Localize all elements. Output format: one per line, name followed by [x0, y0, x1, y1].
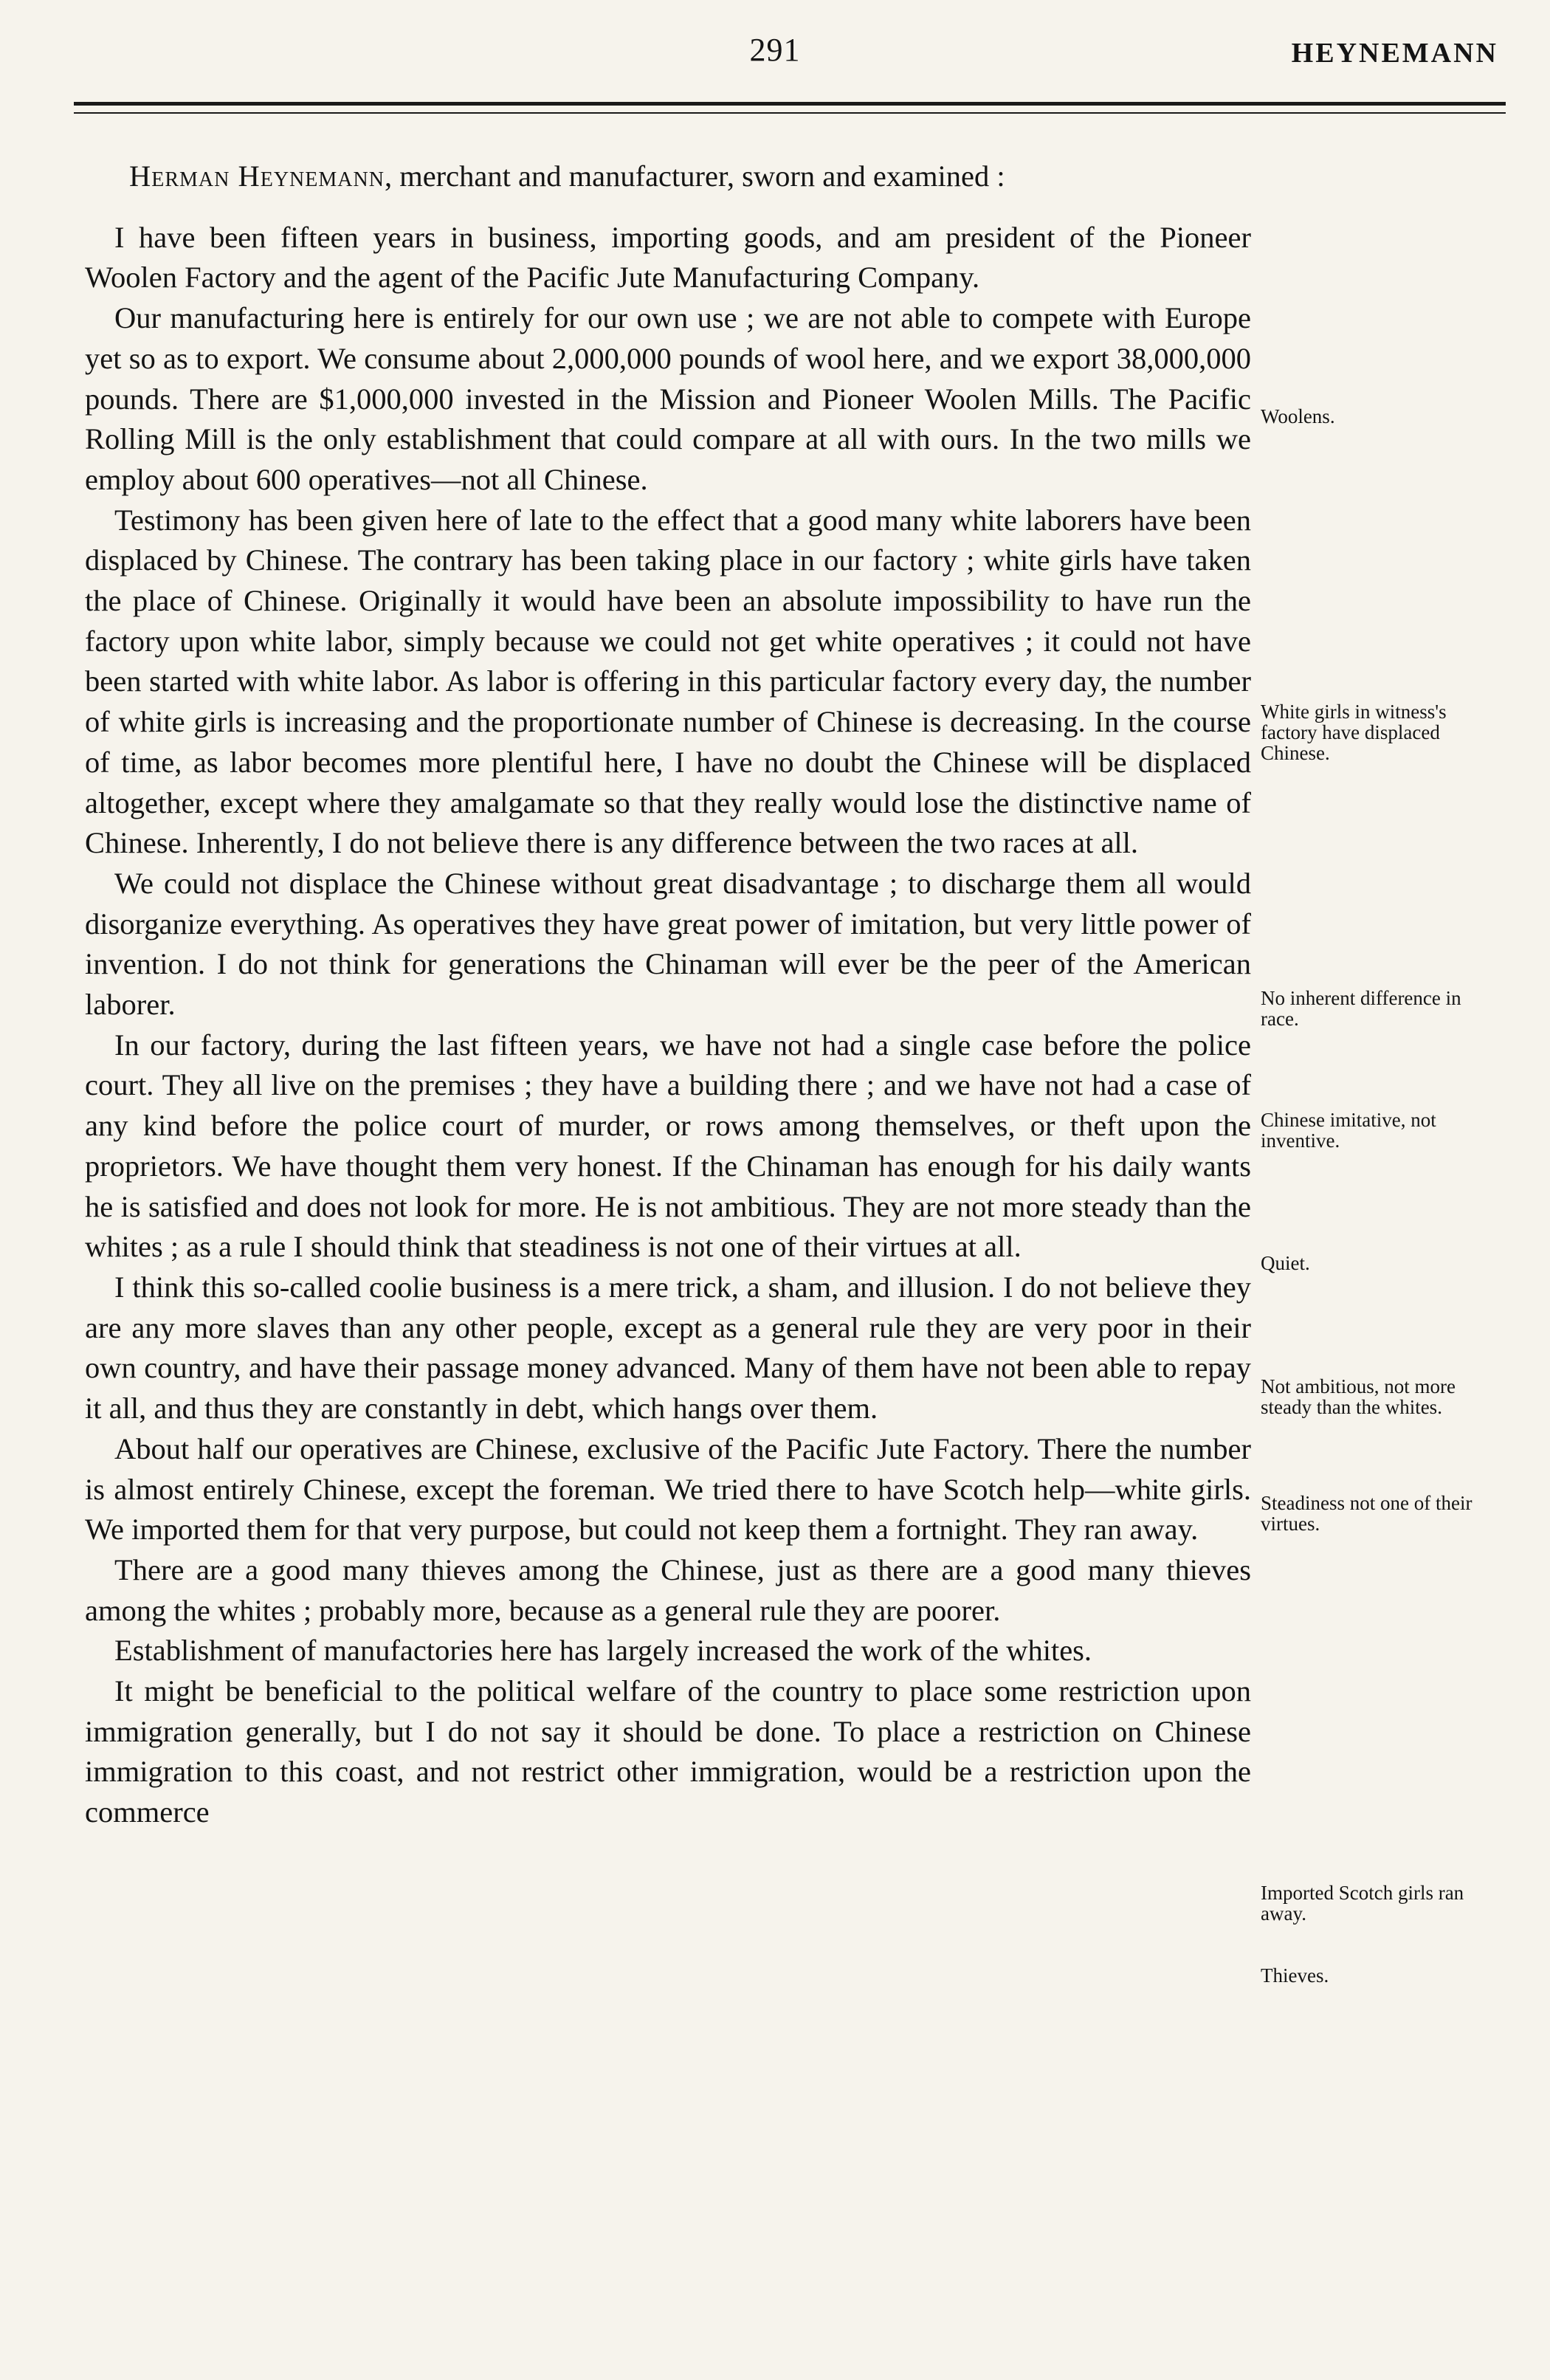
margin-note-quiet: Quiet.: [1261, 1252, 1310, 1274]
intro-gap: [85, 197, 1251, 218]
paragraph-1: I have been fifteen years in business, importing goods, and am president of the Pioneer Woolen Factory and the agent of the Pacific Jute Manufacturing Company.: [85, 220, 1251, 295]
margin-note-race: No inherent difference in race.: [1261, 987, 1461, 1030]
witness-description: , merchant and manufacturer, sworn and examined :: [384, 159, 1005, 193]
margin-note-scotch-girls: Imported Scotch girls ran away.: [1261, 1882, 1464, 1925]
paragraph-3: Testimony has been given here of late to the effect that a good many white laborers have been displaced by Chinese. The contrary has been taking place in our factory ; white girls have taken the place of Chinese. Originally it would have been an absolute impossibility to have run the factory upon white labor, simply because we could not get white operatives ; it could not have been started with white labor. As labor is offering in this particular factory every day, the number of white girls is increasing and the proportionate number of Chinese is decreasing. In the course of time, as labor becomes more plentiful here, I have no doubt the Chinese will be displaced altogether, except where they amalgamate so that they really would lose the distinctive name of Chinese. Inherently, I do not believe there is any difference between the two races at all.: [85, 503, 1251, 860]
paragraph-2: Our manufacturing here is entirely for our own use ; we are not able to compete with Europe yet so as to export. We consume about 2,000,000 pounds of wool here, and we export 38,000,000 pounds. There are $1,000,000 invested in the Mission and Pioneer Woolen Mills. The Pacific Rolling Mill is the only establishment that could compare at all with ours. In the two mills we employ about 600 operatives—not all Chinese.: [85, 301, 1251, 496]
header-rule-thin: [74, 112, 1506, 114]
margin-note-imitative: Chinese imitative, not inventive.: [1261, 1109, 1436, 1152]
running-head: HEYNEMANN: [1291, 38, 1498, 69]
paragraph-10: It might be beneficial to the political welfare of the country to place some restriction upon immigration generally, but I do not say it should be done. To place a restriction on Chinese immigration to this coast, and not restrict other immigration, would be a restriction upon the commerce: [85, 1674, 1251, 1829]
paragraph-9: Establishment of manufactories here has largely increased the work of the whites.: [114, 1634, 1092, 1668]
page-number: 291: [749, 32, 801, 68]
paragraph-4: We could not displace the Chinese without great disadvantage ; to discharge them all would disorganize everything. As operatives they have great power of imitation, but very little power of invention. I do not think for generations the Chinaman will ever be the peer of the American laborer.: [85, 866, 1251, 1022]
paragraph-5: In our factory, during the last fifteen years, we have not had a single case before the police court. They all live on the premises ; they have a building there ; and we have not had a case of any kind before the police court of murder, or rows among themselves, or theft upon the proprietors. We have thought them very honest. If the Chinaman has enough for his daily wants he is satisfied and does not look for more. He is not ambitious. They are not more steady than the whites ; as a rule I should think that steadiness is not one of their virtues at all.: [85, 1028, 1251, 1264]
margin-note-steadiness: Steadiness not one of their virtues.: [1261, 1492, 1472, 1535]
margin-note-thieves: Thieves.: [1261, 1964, 1329, 1987]
witness-name: Herman Heynemann: [129, 159, 385, 193]
testimony-body: [85, 157, 1251, 1833]
margin-note-woolens: Woolens.: [1261, 405, 1335, 427]
margin-note-not-ambitious: Not ambitious, not more steady than the whites.: [1261, 1375, 1456, 1418]
paragraph-7: About half our operatives are Chinese, exclusive of the Pacific Jute Factory. There the number is almost entirely Chinese, except the foreman. We tried there to have Scotch help—white girls. We imported them for that very purpose, but could not keep them a fortnight. They ran away.: [85, 1431, 1251, 1547]
margin-note-white-girls: White girls in witness's factory have displaced Chinese.: [1261, 701, 1447, 764]
paragraph-6: I think this so-called coolie business is a mere trick, a sham, and illusion. I do not believe they are any more slaves than any other people, except as a general rule they are very poor in their own country, and have their passage money advanced. Many of them have not been able to repay it all, and thus they are constantly in debt, which hangs over them.: [85, 1270, 1251, 1425]
header-rule-thick: [74, 102, 1506, 106]
paragraph-8: There are a good many thieves among the Chinese, just as there are a good many thieves among the whites ; probably more, because as a general rule they are poorer.: [85, 1552, 1251, 1627]
witness-intro: [85, 157, 1251, 197]
